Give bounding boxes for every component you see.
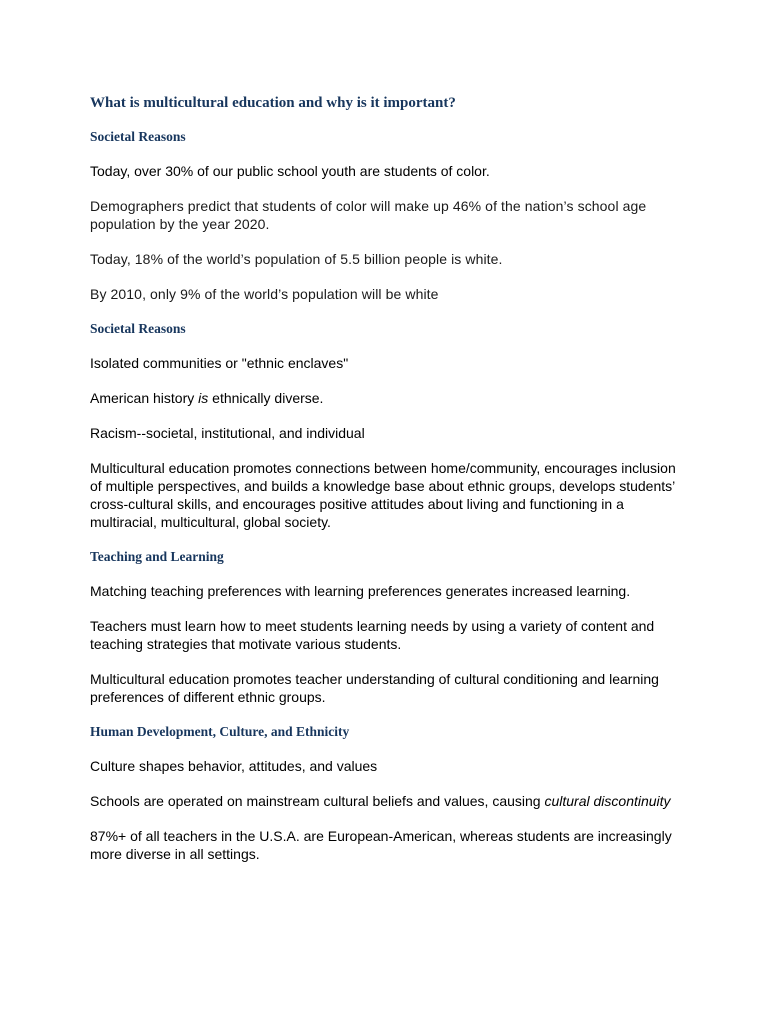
section-heading-human-development: Human Development, Culture, and Ethnicity xyxy=(90,724,350,739)
paragraph: Multicultural education promotes connections between home/community, encourages inclusion of multiple perspectives, and builds a knowledge base about ethnic groups, develops students’ cross-cultural skills, and encourages positive attitudes about living and functioning in a multiracial, multicultural, global society. xyxy=(90,460,676,530)
paragraph: Matching teaching preferences with learning preferences generates increased learning. xyxy=(90,583,631,599)
document-page xyxy=(90,94,690,880)
text-span: Schools are operated on mainstream cultural beliefs and values, causing xyxy=(90,793,545,809)
paragraph: Demographers predict that students of color will make up 46% of the nation’s school age population by the year 2020. xyxy=(90,198,647,232)
paragraph-american-history xyxy=(90,389,690,407)
section-heading-teaching-and-learning: Teaching and Learning xyxy=(90,549,224,564)
paragraph-cultural-discontinuity xyxy=(90,792,690,810)
paragraph: Racism--societal, institutional, and individual xyxy=(90,425,365,441)
paragraph: 87%+ of all teachers in the U.S.A. are European-American, whereas students are increasingly more diverse in all settings. xyxy=(90,828,672,862)
paragraph: Multicultural education promotes teacher understanding of cultural conditioning and learning preferences of different ethnic groups. xyxy=(90,671,659,705)
paragraph: Today, over 30% of our public school youth are students of color. xyxy=(90,163,490,179)
paragraph: By 2010, only 9% of the world’s population will be white xyxy=(90,286,439,302)
text-span: American history xyxy=(90,390,199,406)
document-title: What is multicultural education and why is it important? xyxy=(90,95,456,111)
section-heading-societal-reasons-1: Societal Reasons xyxy=(90,129,186,144)
paragraph: Teachers must learn how to meet students learning needs by using a variety of content and teaching strategies that motivate various students. xyxy=(90,618,655,652)
paragraph: Culture shapes behavior, attitudes, and values xyxy=(90,758,378,774)
paragraph: Today, 18% of the world’s population of 5.5 billion people is white. xyxy=(90,251,503,267)
italic-text: cultural discontinuity xyxy=(544,793,671,809)
text-span: ethnically diverse. xyxy=(208,390,324,406)
section-heading-societal-reasons-2: Societal Reasons xyxy=(90,321,186,336)
paragraph: Isolated communities or "ethnic enclaves" xyxy=(90,355,349,371)
italic-text: is xyxy=(198,390,209,406)
